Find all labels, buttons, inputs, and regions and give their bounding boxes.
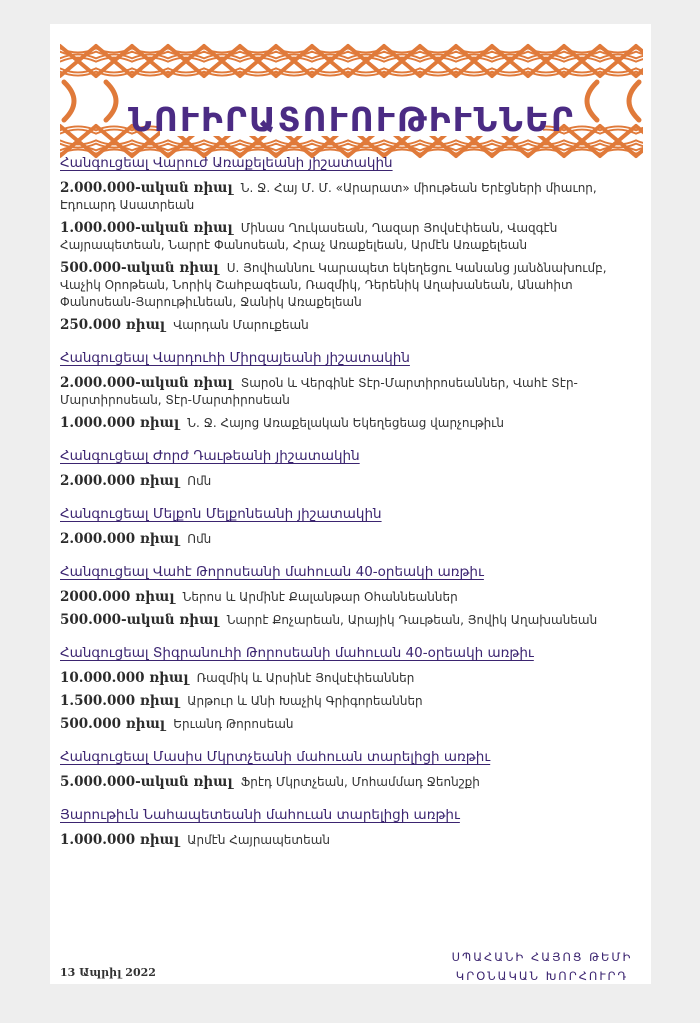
donation-section [60,645,645,733]
donor-names: Ն. Ջ. Հայոց Առաքելական Եկեղեցեաց վարչութիւն [187,416,505,430]
donation-section [60,807,645,849]
donation-section [60,448,645,490]
donor-names: Ներոս և Արմինէ Քալանթար Օհաննեաններ [182,590,458,604]
donation-entry [60,375,645,409]
footer-date: 13 Ապրիլ 2022 [60,966,156,979]
donation-amount: 1.000.000-ական ռիալ [60,220,233,236]
header-banner [60,42,643,160]
donation-amount: 250.000 ռիալ [60,317,166,333]
donation-amount: 1.500.000 ռիալ [60,693,180,709]
donation-amount: 2.000.000 ռիալ [60,473,180,489]
document-page [50,24,651,984]
section-heading: Յարութիւն Նահապետեանի մահուան տարելիցի առթիւ [60,807,460,823]
donation-section [60,749,645,791]
donation-entry [60,832,645,849]
donation-entry [60,612,645,629]
donation-section [60,506,645,548]
donation-section [60,564,645,629]
donation-entry [60,415,645,432]
donations-list [60,155,645,865]
donor-names: Ոմն [187,474,212,488]
donor-names: Ռազմիկ և Արսինէ Յովսէփեաններ [196,671,415,685]
donation-entry [60,670,645,687]
donor-names: Ֆրէդ Մկրտչեան, Մոհամմադ Ջեոնշքի [240,775,480,789]
donation-entry [60,774,645,791]
donation-amount: 10.000.000 ռիալ [60,670,189,686]
donor-names: Արմէն Հայրապետեան [187,833,330,847]
donation-amount: 1.000.000 ռիալ [60,415,180,431]
donation-amount: 500.000 ռիալ [60,716,166,732]
donation-entry [60,317,645,334]
donation-entry [60,589,645,606]
section-heading: Հանգուցեալ Ժորժ Դաւթեանի յիշատակին [60,448,360,464]
donation-entry [60,220,645,254]
donation-entry [60,260,645,311]
donor-names: Վարդան Մարուքեան [173,318,309,332]
section-heading: Հանգուցեալ Վարդուհի Միրզայեանի յիշատակին [60,350,410,366]
donation-amount: 2.000.000-ական ռիալ [60,180,233,196]
donation-amount: 2000.000 ռիալ [60,589,175,605]
donation-amount: 500.000-ական ռիալ [60,260,219,276]
donor-names: Ոմն [187,532,212,546]
section-heading: Հանգուցեալ Վարուժ Առաքելեանի յիշատակին [60,155,393,171]
donation-amount: 1.000.000 ռիալ [60,832,180,848]
signature-line-2: ԿՐՕՆԱԿԱՆ ԽՈՐՀՈՒՐԴ [455,969,629,983]
donation-section [60,155,645,334]
donation-amount: 500.000-ական ռիալ [60,612,219,628]
section-heading: Հանգուցեալ Մասիս Մկրտչեանի մահուան տարելիցի առթիւ [60,749,491,765]
donation-amount: 5.000.000-ական ռիալ [60,774,233,790]
donation-entry [60,531,645,548]
donor-names: Մինաս Ղուկասեան, Ղազար Յովսէփեան, Վազգէն Հայրապետեան, Նարրէ Փանոսեան, Հրաչ Առաքելեան, Արմէն Առաքելեան [60,221,558,252]
donor-names: Նարրէ Քոչարեան, Արայիկ Դաւթեան, Յովիկ Աղախանեան [226,613,598,627]
page-title: ՆՈՒԻՐԱՏՈՒՈՒԹԻՒՆՆԵՐ [128,100,575,139]
donation-entry [60,716,645,733]
donation-entry [60,473,645,490]
donation-amount: 2.000.000-ական ռիալ [60,375,233,391]
donor-names: Ս. Յովհաննու Կարապետ եկեղեցու Կանանց յանձնախումբ, Վաչիկ Օրոթեան, Նորիկ Շահբազեան, Ռազմիկ, Դերենիկ Աղախանեան, Անահիտ Փանոսեան-Յարութիւնեան, Ջանիկ Առաքելեան [60,261,607,309]
donation-section [60,350,645,432]
donation-entry [60,693,645,710]
donor-names: Ն. Ջ. Հայ Մ. Մ. «Արարատ» միութեան Երէցների միաւոր, Էդուարդ Ասատրեան [60,181,597,212]
donor-names: Արթուր և Անի Խաչիկ Գրիգորեաններ [187,694,423,708]
donation-entry [60,180,645,214]
donation-amount: 2.000.000 ռիալ [60,531,180,547]
donor-names: Երւանդ Թորոսեան [173,717,294,731]
donor-names: Տարօն և Վերգինէ Տէր-Մարտիրոսեաններ, Վահէ Տէր-Մարտիրոսեան, Տէր-Մարտիրոսեան [60,376,578,407]
footer-signature [442,948,642,986]
section-heading: Հանգուցեալ Վահէ Թորոսեանի մահուան 40-օրեակի առթիւ [60,564,484,580]
section-heading: Հանգուցեալ Մելքոն Մելքոնեանի յիշատակին [60,506,382,522]
section-heading: Հանգուցեալ Տիգրանուհի Թորոսեանի մահուան 40-օրեակի առթիւ [60,645,534,661]
signature-line-1: ՍՊԱՀԱՆԻ ՀԱՅՈՑ ԹԵՄԻ [451,950,633,964]
